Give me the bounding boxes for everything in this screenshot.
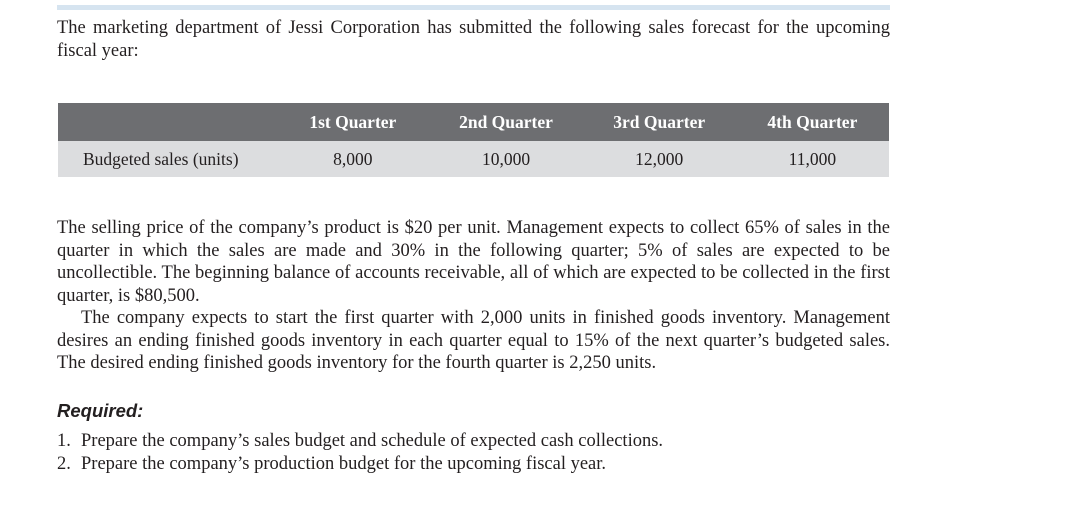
table-row bbox=[58, 141, 889, 177]
list-item-number: 1. bbox=[57, 431, 71, 451]
top-divider bbox=[57, 5, 890, 10]
list-item bbox=[57, 430, 890, 453]
table-header-row bbox=[58, 103, 889, 141]
sales-forecast-table bbox=[58, 103, 889, 177]
problem-body bbox=[57, 217, 890, 375]
selling-price-paragraph: The selling price of the company’s product is $20 per unit. Management expects to collect 65% of sales in the quarter in which the sales are made and 30% in the following quarter; 5% of sales are expected to be uncollectible. The beginning balance of accounts receivable, all of which are expected to be collected in the first quarter, is $80,500. bbox=[57, 218, 890, 306]
required-heading: Required: bbox=[57, 400, 144, 421]
intro-text: The marketing department of Jessi Corporation has submitted the following sales forecast for the upcoming fiscal year: bbox=[57, 18, 890, 61]
table-header-q4: 4th Quarter bbox=[736, 103, 889, 141]
q3-sales-value: 12,000 bbox=[583, 141, 736, 177]
table-header-q2: 2nd Quarter bbox=[429, 103, 582, 141]
table-header-blank bbox=[58, 103, 276, 141]
q1-sales-value: 8,000 bbox=[276, 141, 429, 177]
table-header-q3: 3rd Quarter bbox=[583, 103, 736, 141]
required-list bbox=[57, 430, 890, 476]
list-item-number: 2. bbox=[57, 454, 71, 474]
list-item bbox=[57, 453, 890, 476]
table-header-q1: 1st Quarter bbox=[276, 103, 429, 141]
inventory-paragraph: The company expects to start the first quarter with 2,000 units in finished goods inventory. Management desires an ending finished goods inventory in each quarter equal to 15% of the next quarter’s budgeted sales. The desired ending finished goods inventory for the fourth quarter is 2,250 units. bbox=[57, 308, 890, 373]
budgeted-sales-label: Budgeted sales (units) bbox=[58, 141, 276, 177]
q4-sales-value: 11,000 bbox=[736, 141, 889, 177]
q2-sales-value: 10,000 bbox=[429, 141, 582, 177]
list-item-text: Prepare the company’s sales budget and schedule of expected cash collections. bbox=[81, 431, 664, 451]
list-item-text: Prepare the company’s production budget for the upcoming fiscal year. bbox=[81, 454, 607, 474]
